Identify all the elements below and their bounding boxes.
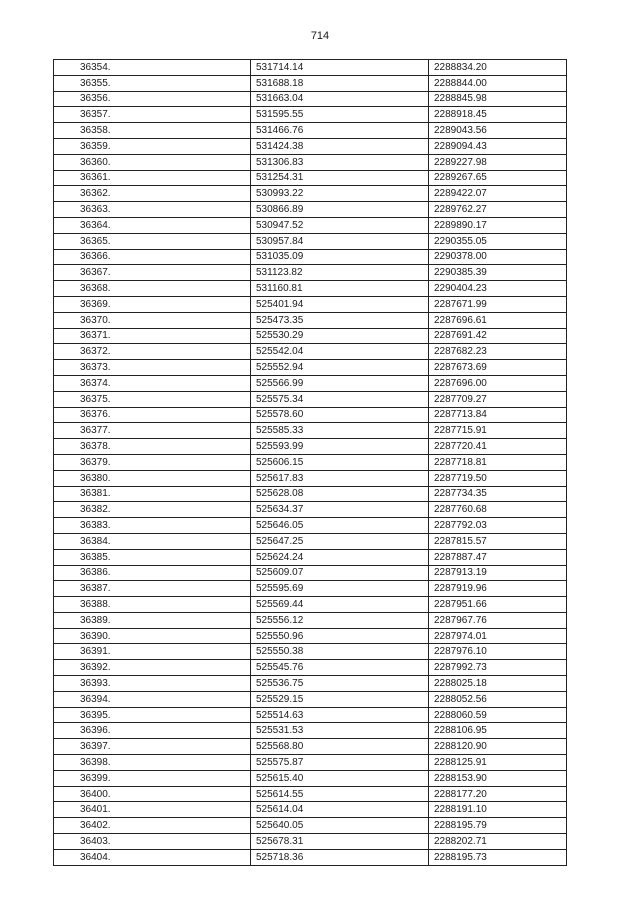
point-number-cell: 36358. [54,123,251,139]
point-number-cell: 36383. [54,518,251,534]
x-coordinate-cell: 525575.34 [251,391,429,407]
table-row [54,786,567,802]
x-coordinate-cell: 525718.36 [251,849,429,865]
point-number-cell: 36362. [54,186,251,202]
table-row [54,439,567,455]
point-number-cell: 36404. [54,849,251,865]
point-number-cell: 36367. [54,265,251,281]
x-coordinate-cell: 525401.94 [251,296,429,312]
coordinates-table-body [54,60,567,866]
point-number-cell: 36391. [54,644,251,660]
point-number-cell: 36359. [54,138,251,154]
table-row [54,249,567,265]
y-coordinate-cell: 2289227.98 [429,154,567,170]
table-row [54,107,567,123]
table-row [54,407,567,423]
y-coordinate-cell: 2287792.03 [429,518,567,534]
y-coordinate-cell: 2287713.84 [429,407,567,423]
y-coordinate-cell: 2290385.39 [429,265,567,281]
x-coordinate-cell: 525578.60 [251,407,429,423]
x-coordinate-cell: 525575.87 [251,755,429,771]
x-coordinate-cell: 525606.15 [251,454,429,470]
y-coordinate-cell: 2288845.98 [429,91,567,107]
x-coordinate-cell: 531424.38 [251,138,429,154]
x-coordinate-cell: 525552.94 [251,360,429,376]
table-row [54,628,567,644]
y-coordinate-cell: 2288834.20 [429,60,567,76]
table-row [54,312,567,328]
x-coordinate-cell: 531466.76 [251,123,429,139]
x-coordinate-cell: 525614.04 [251,802,429,818]
table-row [54,834,567,850]
x-coordinate-cell: 525545.76 [251,660,429,676]
table-row [54,644,567,660]
point-number-cell: 36390. [54,628,251,644]
table-row [54,375,567,391]
x-coordinate-cell: 525585.33 [251,423,429,439]
table-row [54,676,567,692]
x-coordinate-cell: 531123.82 [251,265,429,281]
point-number-cell: 36356. [54,91,251,107]
x-coordinate-cell: 531254.31 [251,170,429,186]
y-coordinate-cell: 2287919.96 [429,581,567,597]
y-coordinate-cell: 2289267.65 [429,170,567,186]
x-coordinate-cell: 525593.99 [251,439,429,455]
point-number-cell: 36387. [54,581,251,597]
x-coordinate-cell: 525614.55 [251,786,429,802]
point-number-cell: 36385. [54,549,251,565]
point-number-cell: 36365. [54,233,251,249]
point-number-cell: 36372. [54,344,251,360]
point-number-cell: 36400. [54,786,251,802]
x-coordinate-cell: 530866.89 [251,202,429,218]
x-coordinate-cell: 525646.05 [251,518,429,534]
x-coordinate-cell: 531035.09 [251,249,429,265]
point-number-cell: 36382. [54,502,251,518]
x-coordinate-cell: 525529.15 [251,691,429,707]
table-row [54,170,567,186]
point-number-cell: 36381. [54,486,251,502]
y-coordinate-cell: 2287951.66 [429,597,567,613]
point-number-cell: 36397. [54,739,251,755]
table-row [54,296,567,312]
x-coordinate-cell: 525647.25 [251,533,429,549]
table-row [54,344,567,360]
y-coordinate-cell: 2287719.50 [429,470,567,486]
point-number-cell: 36384. [54,533,251,549]
y-coordinate-cell: 2287734.35 [429,486,567,502]
x-coordinate-cell: 525550.96 [251,628,429,644]
table-row [54,233,567,249]
table-row [54,770,567,786]
point-number-cell: 36399. [54,770,251,786]
y-coordinate-cell: 2287696.61 [429,312,567,328]
x-coordinate-cell: 525542.04 [251,344,429,360]
table-row [54,75,567,91]
y-coordinate-cell: 2290355.05 [429,233,567,249]
table-row [54,423,567,439]
y-coordinate-cell: 2287715.91 [429,423,567,439]
y-coordinate-cell: 2287887.47 [429,549,567,565]
point-number-cell: 36380. [54,470,251,486]
y-coordinate-cell: 2287992.73 [429,660,567,676]
point-number-cell: 36389. [54,612,251,628]
point-number-cell: 36354. [54,60,251,76]
table-row [54,123,567,139]
x-coordinate-cell: 525550.38 [251,644,429,660]
y-coordinate-cell: 2288120.90 [429,739,567,755]
table-row [54,755,567,771]
table-row [54,454,567,470]
table-row [54,739,567,755]
y-coordinate-cell: 2289890.17 [429,217,567,233]
y-coordinate-cell: 2288153.90 [429,770,567,786]
table-row [54,91,567,107]
x-coordinate-cell: 531663.04 [251,91,429,107]
x-coordinate-cell: 525566.99 [251,375,429,391]
x-coordinate-cell: 525624.24 [251,549,429,565]
table-row [54,565,567,581]
x-coordinate-cell: 530993.22 [251,186,429,202]
table-row [54,217,567,233]
point-number-cell: 36396. [54,723,251,739]
table-row [54,502,567,518]
table-row [54,581,567,597]
page-number: 714 [310,30,330,42]
point-number-cell: 36373. [54,360,251,376]
point-number-cell: 36402. [54,818,251,834]
x-coordinate-cell: 525640.05 [251,818,429,834]
table-row [54,328,567,344]
table-row [54,186,567,202]
x-coordinate-cell: 525617.83 [251,470,429,486]
point-number-cell: 36357. [54,107,251,123]
table-row [54,802,567,818]
point-number-cell: 36360. [54,154,251,170]
point-number-cell: 36375. [54,391,251,407]
point-number-cell: 36401. [54,802,251,818]
table-row [54,60,567,76]
x-coordinate-cell: 525568.80 [251,739,429,755]
y-coordinate-cell: 2287691.42 [429,328,567,344]
y-coordinate-cell: 2288195.79 [429,818,567,834]
point-number-cell: 36371. [54,328,251,344]
point-number-cell: 36379. [54,454,251,470]
x-coordinate-cell: 525473.35 [251,312,429,328]
x-coordinate-cell: 525531.53 [251,723,429,739]
x-coordinate-cell: 525678.31 [251,834,429,850]
x-coordinate-cell: 525530.29 [251,328,429,344]
point-number-cell: 36386. [54,565,251,581]
y-coordinate-cell: 2288177.20 [429,786,567,802]
y-coordinate-cell: 2287913.19 [429,565,567,581]
y-coordinate-cell: 2290404.23 [429,281,567,297]
table-row [54,549,567,565]
x-coordinate-cell: 525556.12 [251,612,429,628]
y-coordinate-cell: 2287760.68 [429,502,567,518]
y-coordinate-cell: 2288844.00 [429,75,567,91]
table-row [54,518,567,534]
y-coordinate-cell: 2287682.23 [429,344,567,360]
point-number-cell: 36403. [54,834,251,850]
table-row [54,612,567,628]
x-coordinate-cell: 525615.40 [251,770,429,786]
point-number-cell: 36388. [54,597,251,613]
y-coordinate-cell: 2287696.00 [429,375,567,391]
table-row [54,265,567,281]
x-coordinate-cell: 525595.69 [251,581,429,597]
y-coordinate-cell: 2288125.91 [429,755,567,771]
table-row [54,533,567,549]
y-coordinate-cell: 2288191.10 [429,802,567,818]
point-number-cell: 36370. [54,312,251,328]
table-row [54,597,567,613]
point-number-cell: 36363. [54,202,251,218]
point-number-cell: 36376. [54,407,251,423]
y-coordinate-cell: 2288195.73 [429,849,567,865]
x-coordinate-cell: 531688.18 [251,75,429,91]
table-row [54,138,567,154]
table-row [54,154,567,170]
table-row [54,202,567,218]
x-coordinate-cell: 531595.55 [251,107,429,123]
point-number-cell: 36378. [54,439,251,455]
y-coordinate-cell: 2287974.01 [429,628,567,644]
y-coordinate-cell: 2287976.10 [429,644,567,660]
y-coordinate-cell: 2287967.76 [429,612,567,628]
point-number-cell: 36366. [54,249,251,265]
x-coordinate-cell: 531306.83 [251,154,429,170]
point-number-cell: 36368. [54,281,251,297]
table-row [54,360,567,376]
x-coordinate-cell: 531160.81 [251,281,429,297]
x-coordinate-cell: 530957.84 [251,233,429,249]
x-coordinate-cell: 525634.37 [251,502,429,518]
point-number-cell: 36369. [54,296,251,312]
y-coordinate-cell: 2288918.45 [429,107,567,123]
y-coordinate-cell: 2287815.57 [429,533,567,549]
table-row [54,723,567,739]
y-coordinate-cell: 2288106.95 [429,723,567,739]
y-coordinate-cell: 2289043.56 [429,123,567,139]
x-coordinate-cell: 525609.07 [251,565,429,581]
point-number-cell: 36393. [54,676,251,692]
table-row [54,391,567,407]
point-number-cell: 36395. [54,707,251,723]
y-coordinate-cell: 2287671.99 [429,296,567,312]
table-row [54,849,567,865]
table-row [54,818,567,834]
y-coordinate-cell: 2289094.43 [429,138,567,154]
point-number-cell: 36355. [54,75,251,91]
y-coordinate-cell: 2288060.59 [429,707,567,723]
x-coordinate-cell: 531714.14 [251,60,429,76]
y-coordinate-cell: 2287720.41 [429,439,567,455]
y-coordinate-cell: 2290378.00 [429,249,567,265]
point-number-cell: 36398. [54,755,251,771]
x-coordinate-cell: 525536.75 [251,676,429,692]
coordinates-table [53,59,567,866]
point-number-cell: 36392. [54,660,251,676]
table-row [54,486,567,502]
x-coordinate-cell: 530947.52 [251,217,429,233]
point-number-cell: 36377. [54,423,251,439]
point-number-cell: 36361. [54,170,251,186]
y-coordinate-cell: 2287718.81 [429,454,567,470]
y-coordinate-cell: 2288202.71 [429,834,567,850]
y-coordinate-cell: 2289422.07 [429,186,567,202]
y-coordinate-cell: 2288025.18 [429,676,567,692]
table-row [54,707,567,723]
x-coordinate-cell: 525514.63 [251,707,429,723]
table-row [54,470,567,486]
table-row [54,281,567,297]
y-coordinate-cell: 2287709.27 [429,391,567,407]
point-number-cell: 36364. [54,217,251,233]
point-number-cell: 36394. [54,691,251,707]
x-coordinate-cell: 525628.08 [251,486,429,502]
point-number-cell: 36374. [54,375,251,391]
y-coordinate-cell: 2289762.27 [429,202,567,218]
y-coordinate-cell: 2287673.69 [429,360,567,376]
y-coordinate-cell: 2288052.56 [429,691,567,707]
table-row [54,691,567,707]
table-row [54,660,567,676]
x-coordinate-cell: 525569.44 [251,597,429,613]
